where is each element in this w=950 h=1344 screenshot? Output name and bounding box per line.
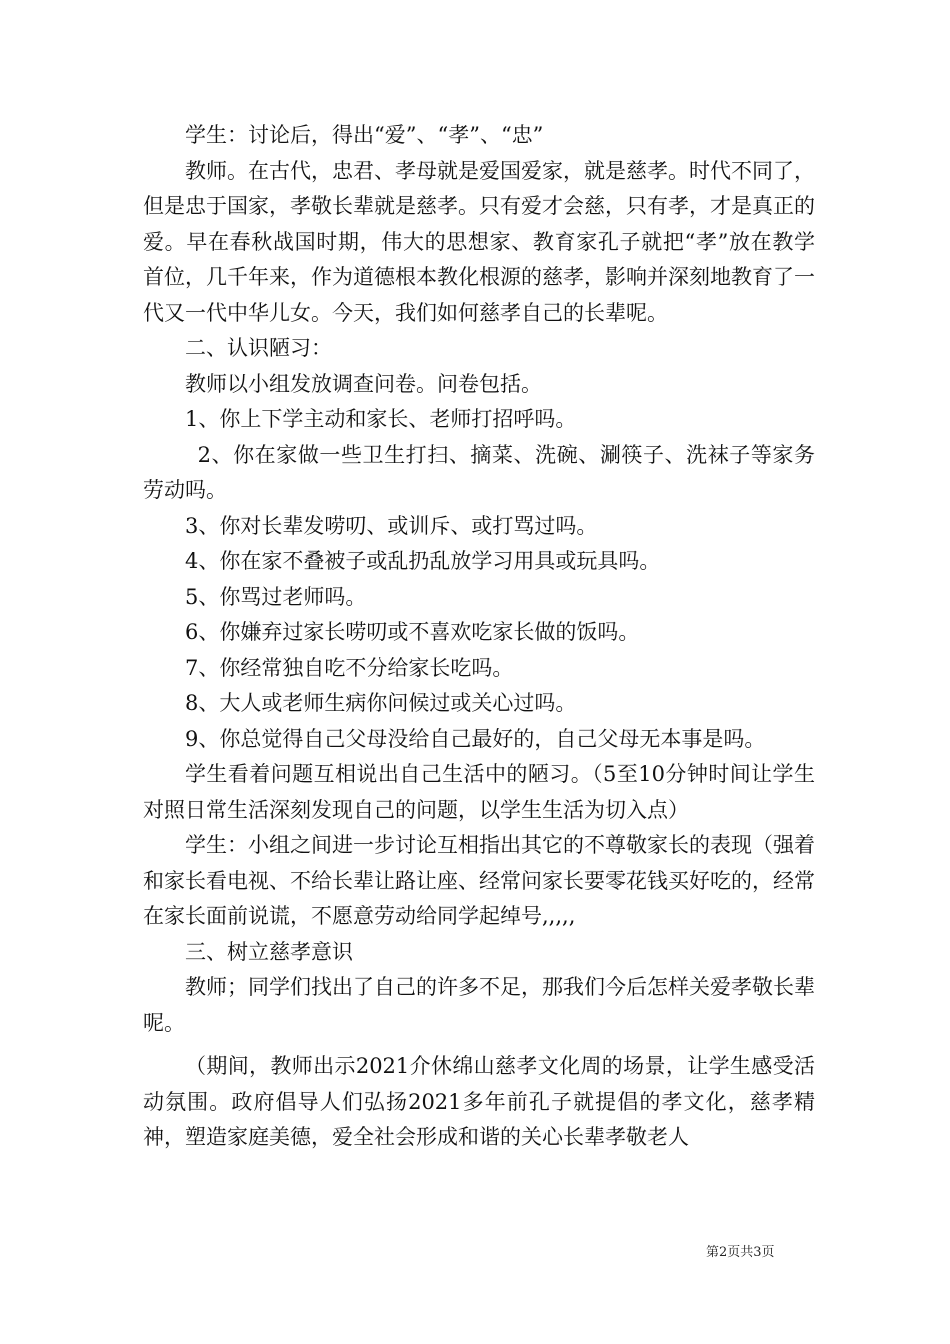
paragraph-teacher-question: 教师；同学们找出了自己的许多不足，那我们今后怎样关爱孝敬长辈呢。: [143, 975, 815, 1035]
paragraph-students-share-habits: 学生看着问题互相说出自己生活中的陋习。（5至10分钟时间让学生对照日常生活深刻发现自己的问题，以学生生活为切入点）: [143, 762, 815, 822]
section-heading-filial-awareness: 三、树立慈孝意识: [185, 939, 353, 964]
paragraph-culture-week: （期间，教师出示2021介休绵山慈孝文化周的场景，让学生感受活动氛围。政府倡导人们弘扬2021多年前孔子就提倡的孝文化，慈孝精神，塑造家庭美德，爱全社会形成和谐的关心长辈孝敬老人: [143, 1054, 815, 1149]
paragraph-teacher-explanation: 教师。在古代，忠君、孝母就是爱国爱家，就是慈孝。时代不同了，但是忠于国家，孝敬长辈就是慈孝。只有爱才会慈，只有孝，才是真正的爱。早在春秋战国时期，伟大的思想家、教育家孔子就把“孝”放在教学首位，几千年来，作为道德根本教化根源的慈孝，影响并深刻地教育了一代又一代中华儿女。今天，我们如何慈孝自己的长辈呢。: [143, 158, 815, 325]
question-item-1: 1、你上下学主动和家长、老师打招呼吗。: [185, 407, 577, 431]
question-item-6: 6、你嫌弃过家长唠叨或不喜欢吃家长做的饭吗。: [185, 620, 640, 644]
question-item-3: 3、你对长辈发唠叨、或训斥、或打骂过吗。: [185, 513, 598, 538]
question-item-4: 4、你在家不叠被子或乱扔乱放学习用具或玩具吗。: [185, 549, 661, 573]
section-heading-bad-habits: 二、认识陋习：: [185, 336, 332, 360]
page-number-footer: 第2页共3页: [706, 1245, 775, 1260]
question-item-8: 8、大人或老师生病你问候过或关心过吗。: [185, 691, 577, 715]
document-body: [143, 118, 815, 1156]
question-item-9: 9、你总觉得自己父母没给自己最好的，自己父母无本事是吗。: [185, 726, 766, 751]
paragraph-student-discussion: 学生：讨论后，得出“爱”、“孝”、“忠”: [185, 123, 544, 147]
question-item-5: 5、你骂过老师吗。: [185, 584, 367, 609]
paragraph-questionnaire-intro: 教师以小组发放调查问卷。问卷包括。: [185, 371, 542, 396]
question-item-2: 2、你在家做一些卫生打扫、摘菜、洗碗、涮筷子、洗袜子等家务劳动吗。: [143, 442, 815, 502]
question-item-7: 7、你经常独自吃不分给家长吃吗。: [185, 655, 514, 680]
paragraph-group-discussion: 学生：小组之间进一步讨论互相指出其它的不尊敬家长的表现（强着和家长看电视、不给长辈让路让座、经常问家长要零花钱买好吃的，经常在家长面前说谎，不愿意劳动给同学起绰号,,,,,: [143, 833, 815, 928]
